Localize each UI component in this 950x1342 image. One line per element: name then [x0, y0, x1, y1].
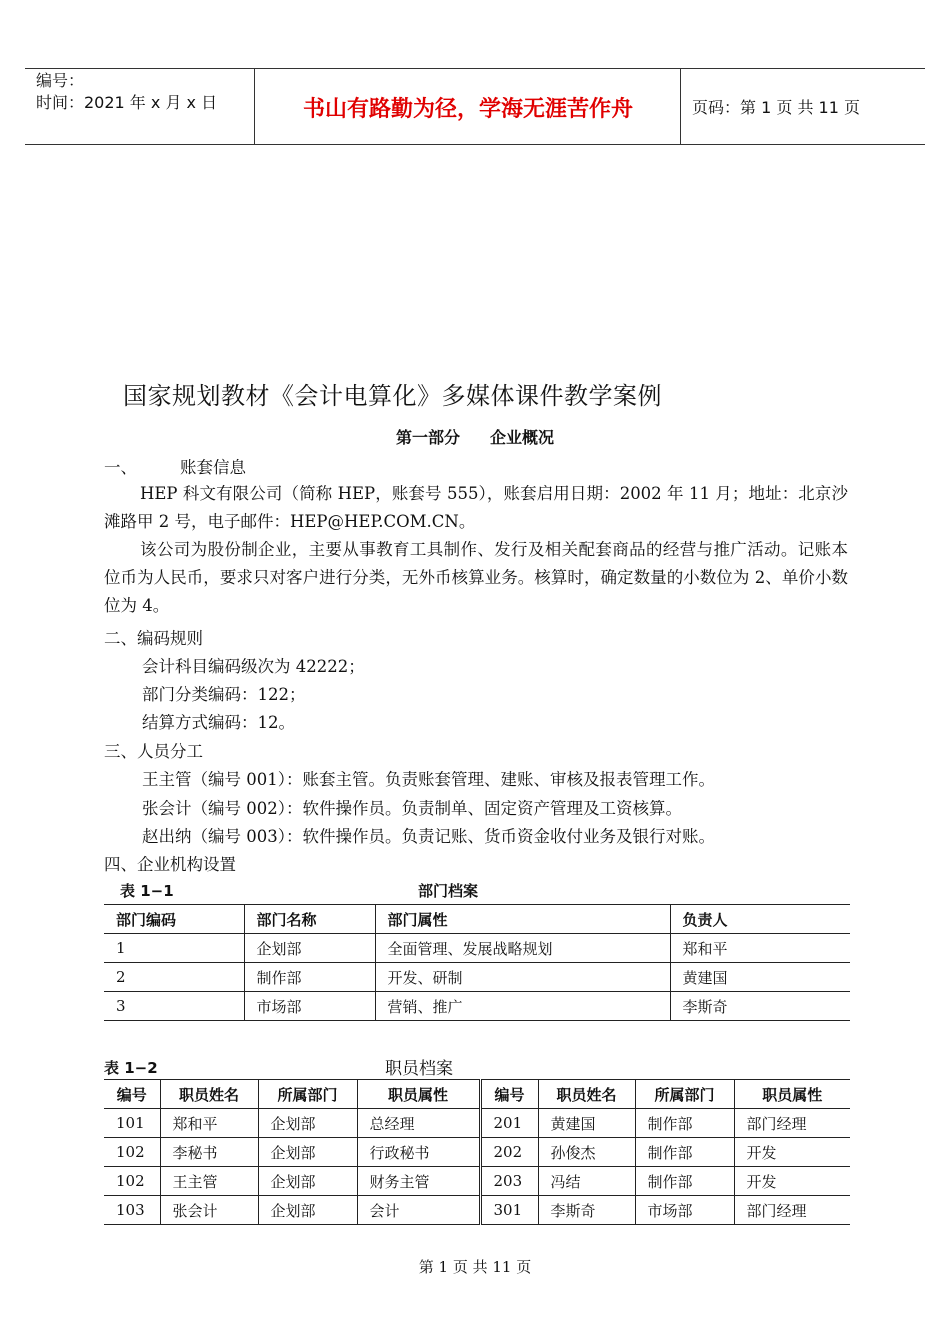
table-cell: 3	[116, 997, 126, 1015]
section1-heading-number: 一、	[104, 458, 137, 477]
column-header: 职员属性	[357, 1080, 480, 1109]
table-cell: 开发	[734, 1167, 850, 1196]
table-cell: 301	[480, 1196, 538, 1225]
table-cell: 李秘书	[160, 1138, 258, 1167]
staff-table	[104, 1079, 850, 1225]
table-cell: 企划部	[258, 1167, 357, 1196]
table-cell: 企划部	[258, 1138, 357, 1167]
table-cell: 行政秘书	[357, 1138, 480, 1167]
table-row	[104, 963, 850, 992]
table-cell: 孙俊杰	[538, 1138, 635, 1167]
section2-heading: 二、编码规则	[104, 629, 203, 648]
table-cell: 财务主管	[357, 1167, 480, 1196]
table-header-row	[104, 905, 850, 934]
table-cell: 2	[116, 968, 126, 986]
page-footer: 第 1 页 共 11 页	[418, 1258, 532, 1276]
header-bottom-rule	[25, 144, 925, 145]
table-cell: 开发、研制	[375, 963, 670, 992]
table-cell: 全面管理、发展战略规划	[375, 934, 670, 963]
section2-item: 结算方式编码：12。	[142, 713, 295, 732]
section3-item: 赵出纳（编号 003）：软件操作员。负责记账、货币资金收付业务及银行对账。	[142, 827, 715, 846]
header-motto: 书山有路勤为径，学海无涯苦作舟	[302, 97, 633, 122]
table-cell: 李斯奇	[538, 1196, 635, 1225]
table-cell: 部门经理	[734, 1196, 850, 1225]
table-row	[104, 992, 850, 1021]
table-cell: 制作部	[635, 1167, 734, 1196]
table-cell: 总经理	[357, 1109, 480, 1138]
table-cell: 开发	[734, 1138, 850, 1167]
table2-title: 职员档案	[385, 1059, 453, 1079]
table-cell: 张会计	[160, 1196, 258, 1225]
column-header: 编号	[480, 1080, 538, 1109]
table-cell: 203	[480, 1167, 538, 1196]
part-heading	[0, 425, 950, 448]
section3-item: 张会计（编号 002）：软件操作员。负责制单、固定资产管理及工资核算。	[142, 799, 682, 818]
column-header: 负责人	[670, 905, 850, 934]
table-cell: 102	[116, 1143, 145, 1161]
table-cell: 会计	[357, 1196, 480, 1225]
table1-label: 表 1−1	[120, 882, 174, 900]
part-number: 第一部分	[395, 428, 460, 447]
table-header-row	[104, 1080, 850, 1109]
table-cell: 制作部	[635, 1138, 734, 1167]
table-cell: 制作部	[244, 963, 375, 992]
table-cell: 102	[116, 1172, 145, 1190]
table-row	[104, 934, 850, 963]
table-cell: 黄建国	[538, 1109, 635, 1138]
table1-title: 部门档案	[418, 882, 479, 900]
table-row	[104, 1196, 850, 1225]
column-header: 部门名称	[244, 905, 375, 934]
table-cell: 制作部	[635, 1109, 734, 1138]
column-header: 职员姓名	[160, 1080, 258, 1109]
column-header: 所属部门	[258, 1080, 357, 1109]
table-cell: 101	[116, 1114, 145, 1132]
header-divider	[680, 68, 681, 145]
table-row	[104, 1167, 850, 1196]
table-cell: 企划部	[244, 934, 375, 963]
table-cell: 103	[116, 1201, 145, 1219]
table-cell: 企划部	[258, 1109, 357, 1138]
header-page-info: 页码：第 1 页 共 11 页	[692, 98, 860, 117]
column-header: 部门编码	[116, 910, 177, 929]
column-header: 编号	[116, 1085, 147, 1104]
section2-item: 部门分类编码：122；	[142, 685, 306, 704]
table-cell: 1	[116, 939, 126, 957]
table-cell: 市场部	[635, 1196, 734, 1225]
table-cell: 黄建国	[670, 963, 850, 992]
table-row	[104, 1109, 850, 1138]
column-header: 部门属性	[375, 905, 670, 934]
header-top-rule	[25, 68, 925, 69]
section3-item: 王主管（编号 001）：账套主管。负责账套管理、建账、审核及报表管理工作。	[142, 770, 715, 789]
table-cell: 营销、推广	[375, 992, 670, 1021]
department-table	[104, 904, 850, 1021]
part-name: 企业概况	[490, 428, 555, 447]
table-cell: 201	[480, 1109, 538, 1138]
section3-heading: 三、人员分工	[104, 742, 203, 761]
column-header: 所属部门	[635, 1080, 734, 1109]
header-divider	[254, 68, 255, 145]
header-time-label: 时间：2021 年 x 月 x 日	[36, 93, 218, 112]
section1-paragraph-2: 该公司为股份制企业，主要从事教育工具制作、发行及相关配套商品的经营与推广活动。记账本位币为人民币，要求只对客户进行分类，无外币核算业务。核算时，确定数量的小数位为 2、单价小数位为 4。	[104, 540, 848, 615]
table-cell: 冯结	[538, 1167, 635, 1196]
section1-paragraph-1: HEP 科文有限公司（简称 HEP，账套号 555），账套启用日期：2002 年 11 月；地址：北京沙滩路甲 2 号，电子邮件：HEP@HEP.COM.CN。	[104, 484, 848, 531]
table-cell: 郑和平	[670, 934, 850, 963]
header-number-label: 编号：	[36, 71, 85, 90]
section1-heading: 账套信息	[180, 458, 246, 477]
section2-item: 会计科目编码级次为 42222；	[142, 657, 365, 676]
table2-label: 表 1−2	[104, 1059, 158, 1077]
section4-heading: 四、企业机构设置	[104, 855, 236, 874]
table-cell: 202	[480, 1138, 538, 1167]
table-cell: 企划部	[258, 1196, 357, 1225]
column-header: 职员姓名	[538, 1080, 635, 1109]
document-title: 国家规划教材《会计电算化》多媒体课件教学案例	[123, 382, 662, 410]
table-cell: 郑和平	[160, 1109, 258, 1138]
table-cell: 部门经理	[734, 1109, 850, 1138]
table-cell: 市场部	[244, 992, 375, 1021]
table-cell: 李斯奇	[670, 992, 850, 1021]
table-cell: 王主管	[160, 1167, 258, 1196]
table-row	[104, 1138, 850, 1167]
column-header: 职员属性	[734, 1080, 850, 1109]
